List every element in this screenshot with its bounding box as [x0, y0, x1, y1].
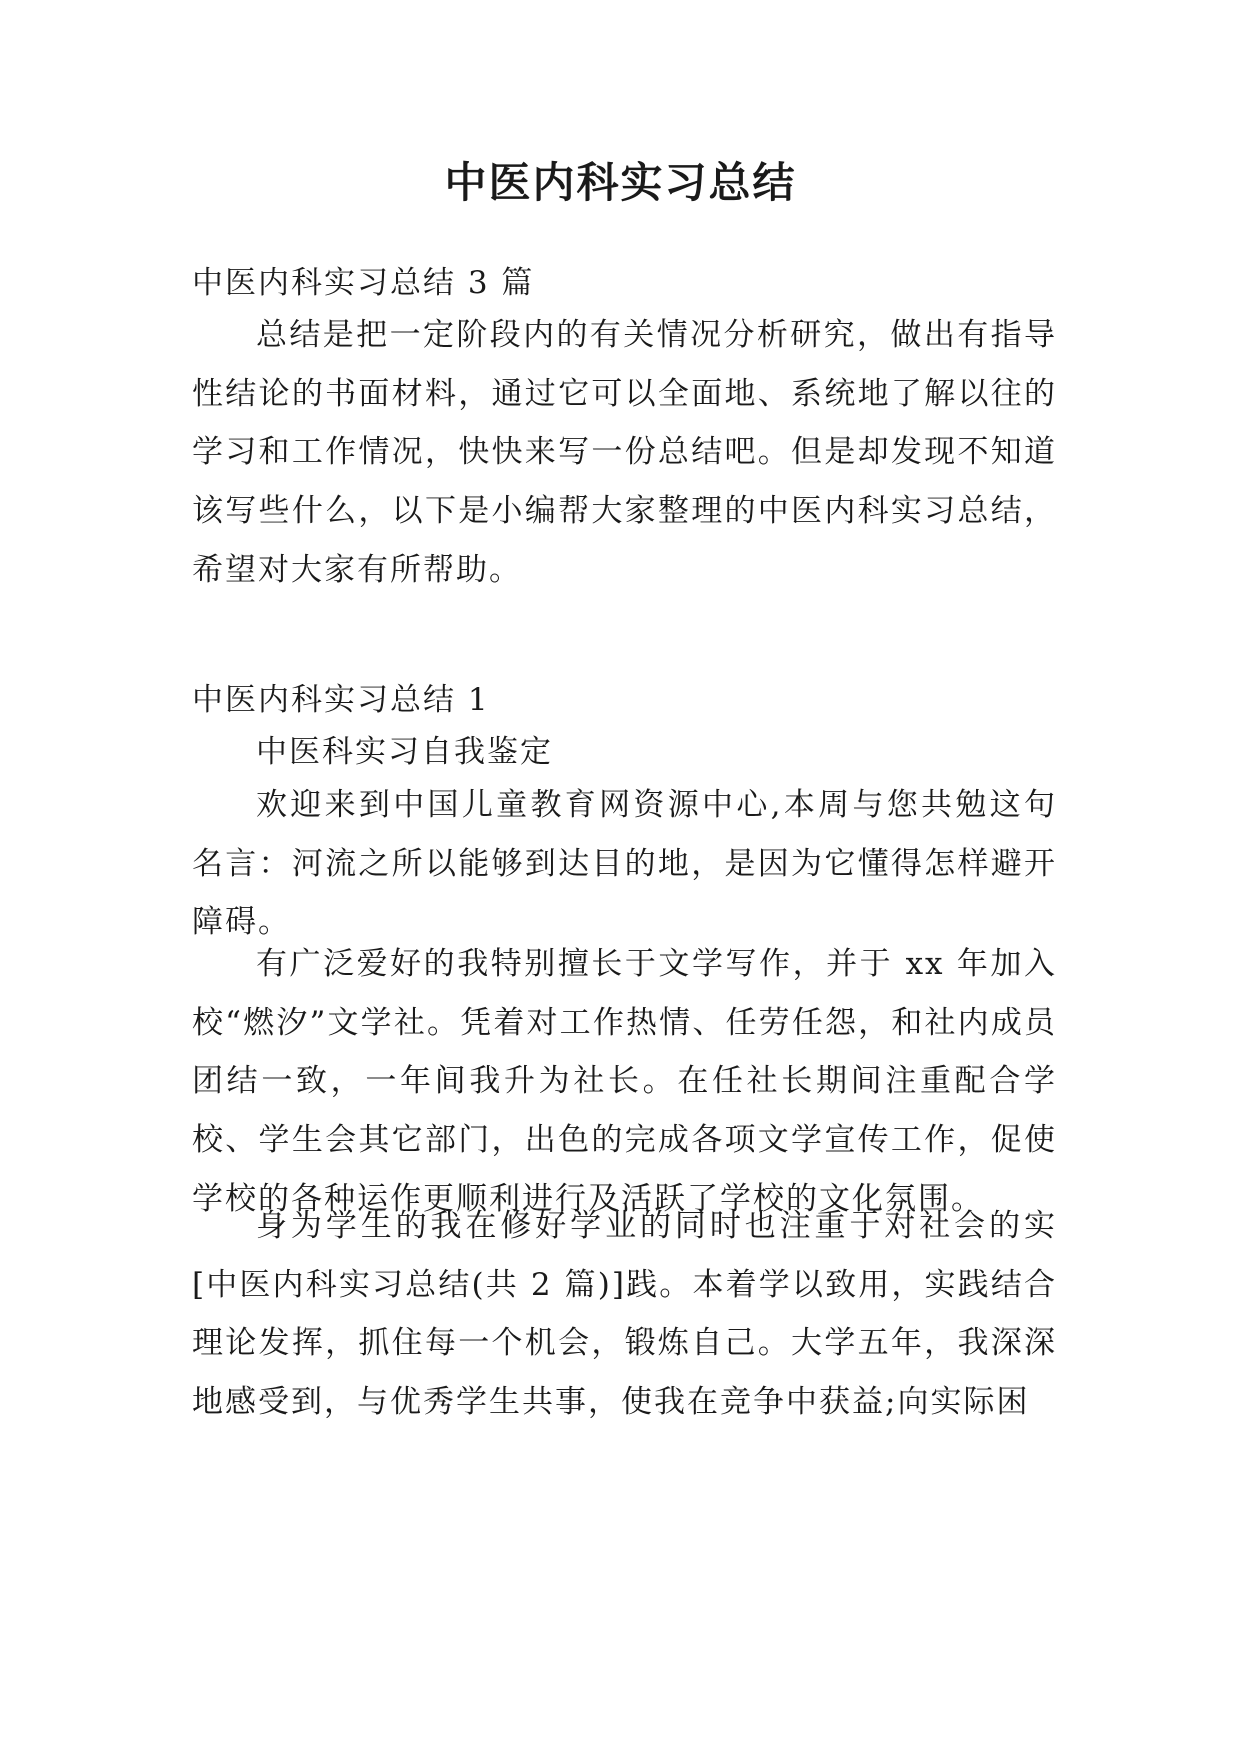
section1-paragraph-3: 身为学生的我在修好学业的同时也注重于对社会的实[中医内科实习总结(共 2 篇)]践。本着学以致用，实践结合理论发挥，抓住每一个机会，锻炼自己。大学五年，我深深地感受到，与优秀学生共事，使我在竞争中获益;向实际困: [192, 1208, 1057, 1421]
intro-heading: 中医内科实习总结 3 篇: [192, 265, 535, 301]
section1-paragraph-2: 有广泛爱好的我特别擅长于文学写作，并于 xx 年加入校“燃汐”文学社。凭着对工作热情、任劳任怨，和社内成员团结一致，一年间我升为社长。在任社长期间注重配合学校、学生会其它部门，出色的完成各项文学宣传工作，促使学校的各种运作更顺利进行及活跃了学校的文化氛围。: [192, 946, 1057, 1217]
section1-paragraph-1: 欢迎来到中国儿童教育网资源中心,本周与您共勉这句名言：河流之所以能够到达目的地，是因为它懂得怎样避开障碍。: [192, 787, 1057, 941]
intro-paragraph: 总结是把一定阶段内的有关情况分析研究，做出有指导性结论的书面材料，通过它可以全面地、系统地了解以往的学习和工作情况，快快来写一份总结吧。但是却发现不知道该写些什么，以下是小编帮大家整理的中医内科实习总结，希望对大家有所帮助。: [192, 317, 1057, 588]
document-title: 中医内科实习总结: [444, 158, 797, 207]
section1-heading: 中医内科实习总结 1: [192, 682, 490, 718]
section1-subheading: 中医科实习自我鉴定: [256, 734, 553, 770]
